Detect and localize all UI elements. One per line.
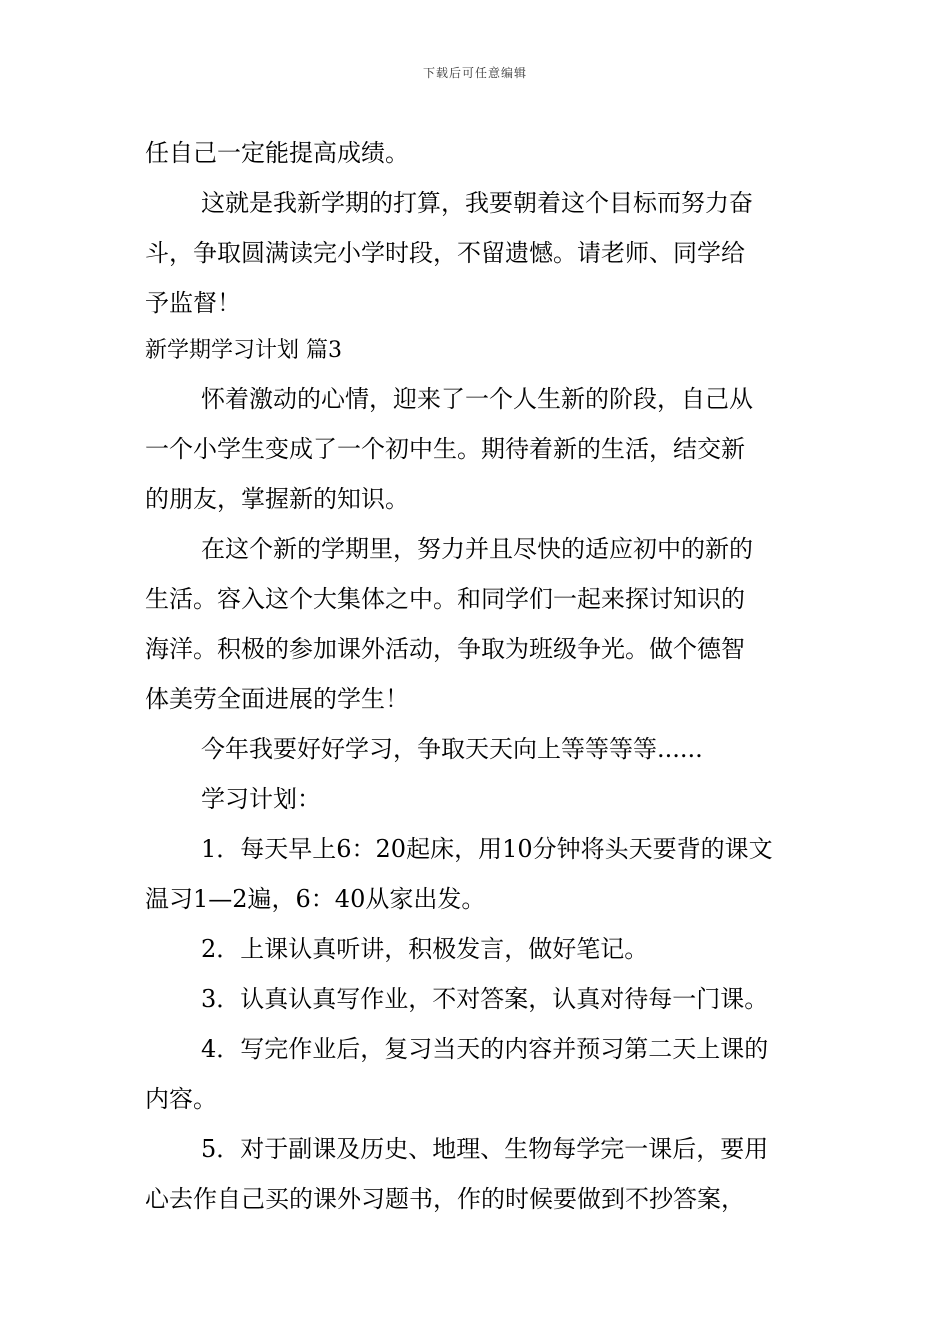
list-item: 2．上课认真听讲，积极发言，做好笔记。 (201, 935, 649, 963)
list-item-continuation: 内容。 (145, 1085, 217, 1113)
paragraph-line: 一个小学生变成了一个初中生。期待着新的生活，结交新 (145, 435, 745, 463)
list-item: 5．对于副课及历史、地理、生物每学完一课后，要用 (201, 1135, 769, 1163)
paragraph-line: 在这个新的学期里，努力并且尽快的适应初中的新的 (201, 535, 753, 563)
list-item-continuation: 心去作自己买的课外习题书，作的时候要做到不抄答案， (145, 1185, 745, 1213)
paragraph-line: 生活。容入这个大集体之中。和同学们一起来探讨知识的 (145, 585, 745, 613)
paragraph-line: 这就是我新学期的打算，我要朝着这个目标而努力奋 (201, 189, 753, 217)
paragraph-line: 的朋友，掌握新的知识。 (145, 485, 409, 513)
list-item: 3．认真认真写作业，不对答案，认真对待每一门课。 (201, 985, 769, 1013)
paragraph-line: 斗，争取圆满读完小学时段，不留遗憾。请老师、同学给 (145, 239, 745, 267)
list-item: 4．写完作业后，复习当天的内容并预习第二天上课的 (201, 1035, 769, 1063)
paragraph-line: 予监督！ (145, 289, 241, 317)
section-heading: 新学期学习计划 篇3 (145, 338, 342, 363)
paragraph-line: 体美劳全面进展的学生！ (145, 685, 409, 713)
list-item: 1．每天早上6：20起床，用10分钟将头天要背的课文 (201, 835, 773, 863)
document-body (145, 128, 810, 1224)
paragraph-line: 任自己一定能提高成绩。 (145, 139, 409, 167)
paragraph-line: 海洋。积极的参加课外活动，争取为班级争光。做个德智 (145, 635, 745, 663)
paragraph-line: 怀着激动的心情，迎来了一个人生新的阶段，自己从 (201, 385, 753, 413)
list-item-continuation: 温习1—2遍，6：40从家出发。 (145, 885, 486, 913)
header-note: 下载后可任意编辑 (422, 66, 527, 80)
paragraph-line: 学习计划： (201, 785, 321, 813)
paragraph-line: 今年我要好好学习，争取天天向上等等等等...... (201, 735, 703, 763)
